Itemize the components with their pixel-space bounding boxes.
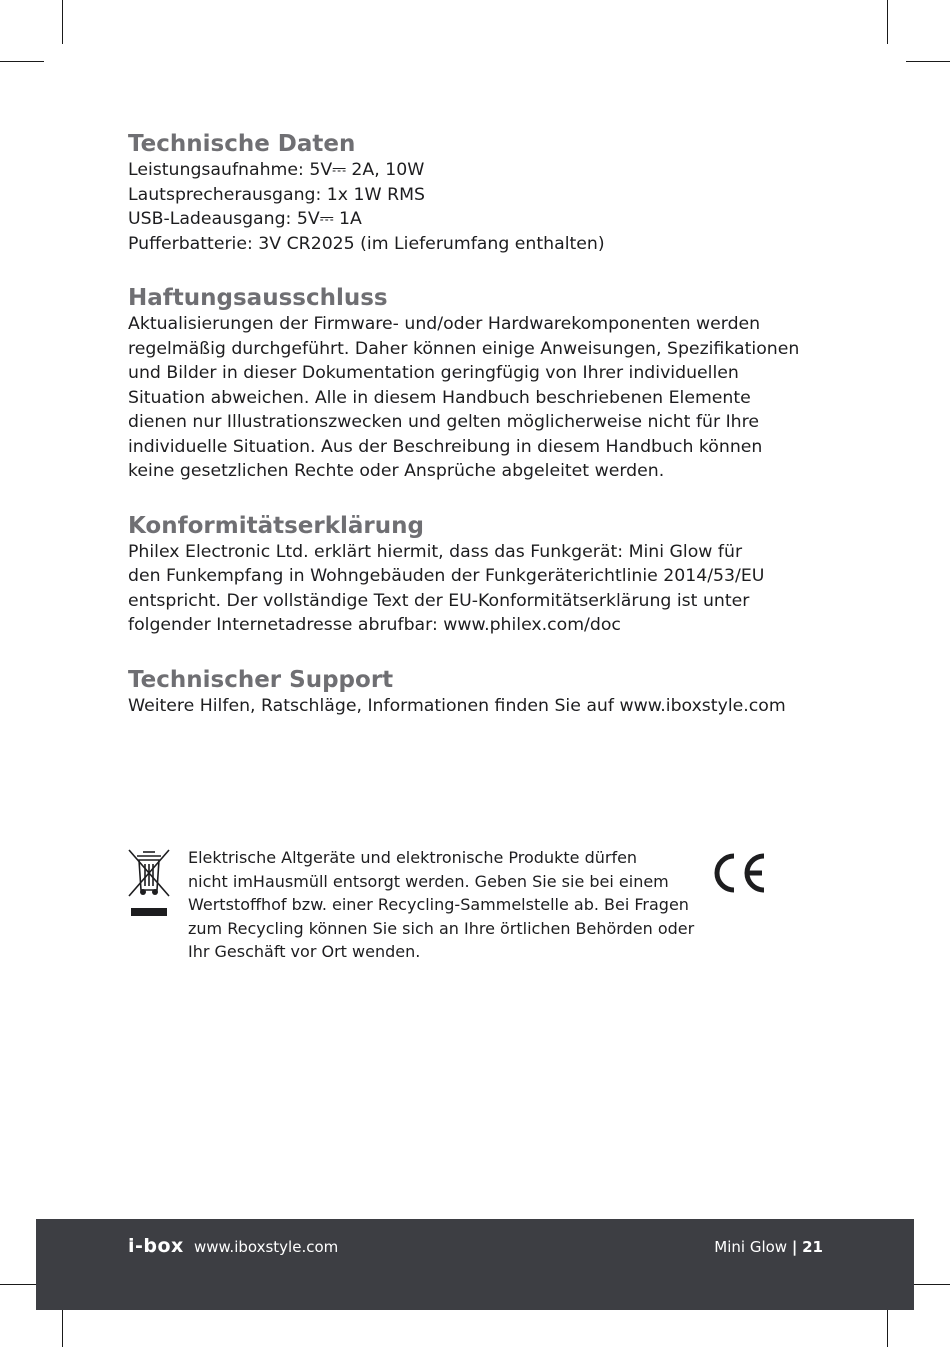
crop-mark	[62, 0, 63, 44]
weee-notice	[127, 846, 777, 966]
footer-bar	[36, 1219, 914, 1310]
support-section	[128, 666, 828, 719]
section-title: Konformitätserklärung	[128, 512, 424, 539]
spec-line: Leistungsaufnahme: 5V⎓ 2A, 10W	[128, 160, 425, 180]
ce-mark-icon	[710, 852, 768, 894]
footer-url: www.iboxstyle.com	[194, 1238, 339, 1256]
crossed-out-wheelie-bin-icon	[127, 848, 171, 920]
page-number: 21	[802, 1238, 823, 1256]
page-label	[714, 1238, 823, 1256]
separator: |	[791, 1238, 798, 1256]
spec-line: USB-Ladeausgang: 5V⎓ 1A	[128, 209, 362, 229]
crop-mark	[906, 61, 950, 62]
section-title: Haftungsausschluss	[128, 285, 388, 311]
section-text: Weitere Hilfen, Ratschläge, Informationen finden Sie auf www.iboxstyle.com	[128, 695, 786, 716]
section-text: Aktualisierungen der Firmware- und/oder Hardwarekomponenten werden regelmäßig durchgeführt. Daher können einige Anweisungen, Spezifikationen und Bilder in dieser Dokumentation geringfügig von Ihrer individuellen Situation abweichen. Alle in diesem Handbuch beschriebenen Elemente dienen nur Illustrationszwecken und gelten möglicherweise nicht für Ihre individuelle Situation. Aus der Beschreibung in diesem Handbuch können keine gesetzlichen Rechte oder Ansprüche abgeleitet werden.	[128, 314, 800, 481]
section-text: Philex Electronic Ltd. erklärt hiermit, dass das Funkgerät: Mini Glow für den Funkempfang in Wohngebäuden der Funkgeräterichtlinie 2014/53/EU entspricht. Der vollständige Text der EU-Konformitätserklärung ist unter folgender Internetadresse abrufbar: www.philex.com/doc	[128, 541, 765, 635]
conformity-section	[128, 512, 828, 638]
section-title: Technischer Support	[128, 666, 394, 693]
brand-logo: i-box	[128, 1235, 184, 1257]
spec-line: Pufferbatterie: 3V CR2025 (im Lieferumfang enthalten)	[128, 233, 605, 254]
weee-text: Elektrische Altgeräte und elektronische Produkte dürfen nicht imHausmüll entsorgt werden. Geben Sie sie bei einem Wertstoffhof bzw. einer Recycling-Sammelstelle ab. Bei Fragen zum Recycling können Sie sich an Ihre örtlichen Behörden oder Ihr Geschäft vor Ort wenden.	[188, 848, 695, 961]
technical-data-section	[128, 130, 828, 256]
page-content	[128, 130, 828, 746]
crop-mark	[887, 0, 888, 44]
section-title: Technische Daten	[128, 131, 356, 157]
spec-line: Lautsprecherausgang: 1x 1W RMS	[128, 184, 425, 205]
disclaimer-section	[128, 284, 828, 484]
crop-mark	[0, 61, 44, 62]
product-name: Mini Glow	[714, 1238, 788, 1256]
